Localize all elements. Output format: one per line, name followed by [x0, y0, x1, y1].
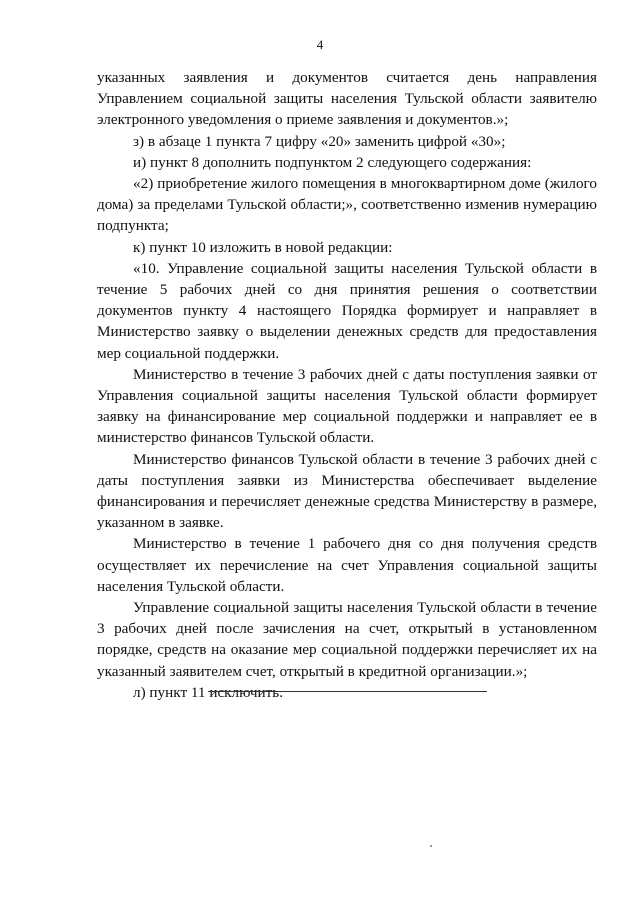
paragraph-subitem-2: «2) приобретение жилого помещения в многоквартирном доме (жилого дома) за пределами Тульской области;», соответственно изменив нумерацию подпункта; — [97, 175, 597, 235]
paragraph-item-l: л) пункт 11 исключить. — [133, 683, 284, 701]
paragraph-item-i: и) пункт 8 дополнить подпунктом 2 следующего содержания: — [133, 153, 532, 171]
page-number: 4 — [316, 37, 324, 52]
paragraph-continuation: указанных заявления и документов считается день направления Управлением социальной защиты населения Тульской области заявителю электронного уведомления о приеме заявления и документов.»; — [97, 69, 597, 129]
paragraph-finance-ministry: Министерство финансов Тульской области в течение 3 рабочих дней с даты поступления заявки из Министерства обеспечивает выделение финансирования и перечисляет денежные средства Министерству в размере, указанном в заявке. — [97, 450, 597, 532]
paragraph-item-k: к) пункт 10 изложить в новой редакции: — [133, 238, 393, 256]
end-separator-line — [208, 691, 487, 692]
paragraph-clause-10: «10. Управление социальной защиты населения Тульской области в течение 5 рабочих дней со дня принятия решения о соответствии документов пункту 4 настоящего Порядка формирует и направляет в Министерство заявку о выделении денежных средств для предоставления мер социальной поддержки. — [97, 259, 597, 362]
paragraph-ministry: Министерство в течение 3 рабочих дней с даты поступления заявки от Управления социальной защиты населения Тульской области формирует заявку на финансирование мер социальной поддержки и направляет ее в министерство финансов Тульской области. — [97, 365, 597, 447]
paragraph-item-z: з) в абзаце 1 пункта 7 цифру «20» заменить цифрой «30»; — [133, 132, 506, 150]
paragraph-transfer: Министерство в течение 1 рабочего дня со дня получения средств осуществляет их перечисление на счет Управления социальной защиты населения Тульской области. — [97, 535, 597, 595]
document-body — [97, 67, 597, 703]
paragraph-social-department: Управление социальной защиты населения Тульской области в течение 3 рабочих дней после зачисления на счет, открытый в установленном порядке, средств на оказание мер социальной поддержки перечисляет их на указанный заявителем счет, открытый в кредитной организации.»; — [97, 599, 597, 680]
scan-speck — [430, 845, 432, 847]
